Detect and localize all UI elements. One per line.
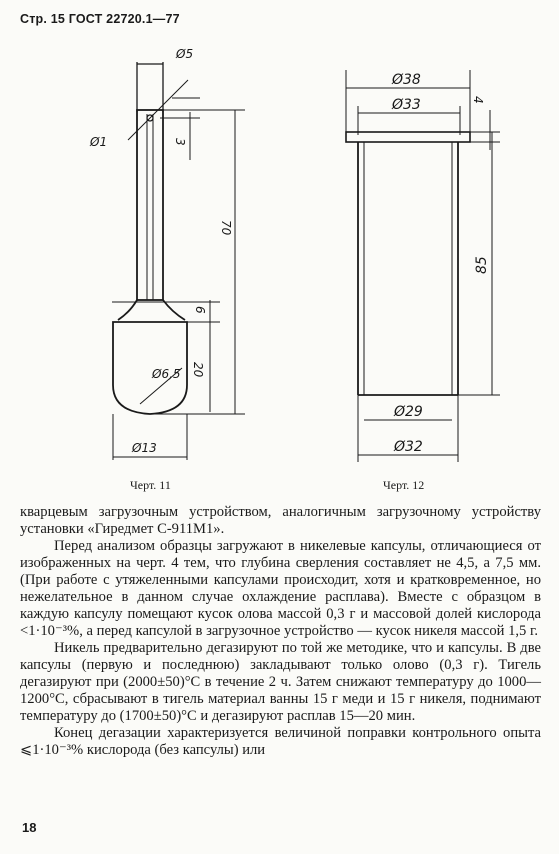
dim-r65-label: Ø6,5	[152, 367, 181, 381]
dim-d13-label: Ø13	[132, 441, 157, 455]
dim-20-label: 20	[191, 362, 205, 378]
dim-d38-label: Ø38	[392, 72, 421, 88]
paragraph: кварцевым загрузочным устройством, аналогичным загрузочному устройству установки «Гиредмет С-911М1».	[20, 504, 541, 537]
neck	[118, 300, 185, 320]
dim-3-label: 3	[173, 138, 187, 146]
flange	[346, 132, 470, 142]
dim-h85-label: 85	[474, 256, 490, 274]
paragraph: Никель предварительно дегазируют по той же методике, что и капсулы. В две капсулы (первую и последнюю) закладывают только олово (0,3 г). Тигель дегазируют при (2000±50)°С в течение 2 ч. Затем снижают температуру до 1000—1200°С, сбрасывают в тигель материал ванны 15 г меди и 15 г никеля, поднимают температуру до (1700±50)°С и дегазируют расплав 15—20 мин.	[20, 640, 541, 724]
body-text	[20, 504, 541, 759]
paragraph: Перед анализом образцы загружают в никелевые капсулы, отличающиеся от изображенных на черт. 4 тем, что глубина сверления составляет не 4,5, а 7,5 мм. (При работе с утяжеленными капсулами происходит, хотя и кратковременное, но нежелательное в данном случае охлаждение расплава). Вместе с образцом в каждую капсулу помещают кусок олова массой 0,3 г и массовой долей кислорода <1·10⁻³%, а перед капсулой в загрузочное устройство — кусок никеля массой 1,5 г.	[20, 538, 541, 639]
dim-6-label: 6	[193, 306, 207, 314]
dim-h4-label: 4	[471, 96, 485, 104]
dim-d1-label: Ø1	[90, 135, 108, 149]
figure-12-caption: Черт. 12	[383, 478, 425, 492]
dim-70-label: 70	[219, 220, 233, 236]
page-number: 18	[22, 820, 37, 835]
dim-d5-label: Ø5	[176, 47, 194, 61]
dim-d32-label: Ø32	[394, 439, 423, 455]
page-header: Стр. 15 ГОСТ 22720.1—77	[20, 12, 180, 26]
rod-body	[137, 110, 163, 300]
dim-d29-label: Ø29	[394, 404, 423, 420]
dim-d33-label: Ø33	[392, 97, 421, 113]
paragraph: Конец дегазации характеризуется величиной поправки контрольного опыта ⩽1·10⁻³% кислорода (без капсулы) или	[20, 725, 541, 758]
figure-11-caption: Черт. 11	[130, 478, 171, 492]
